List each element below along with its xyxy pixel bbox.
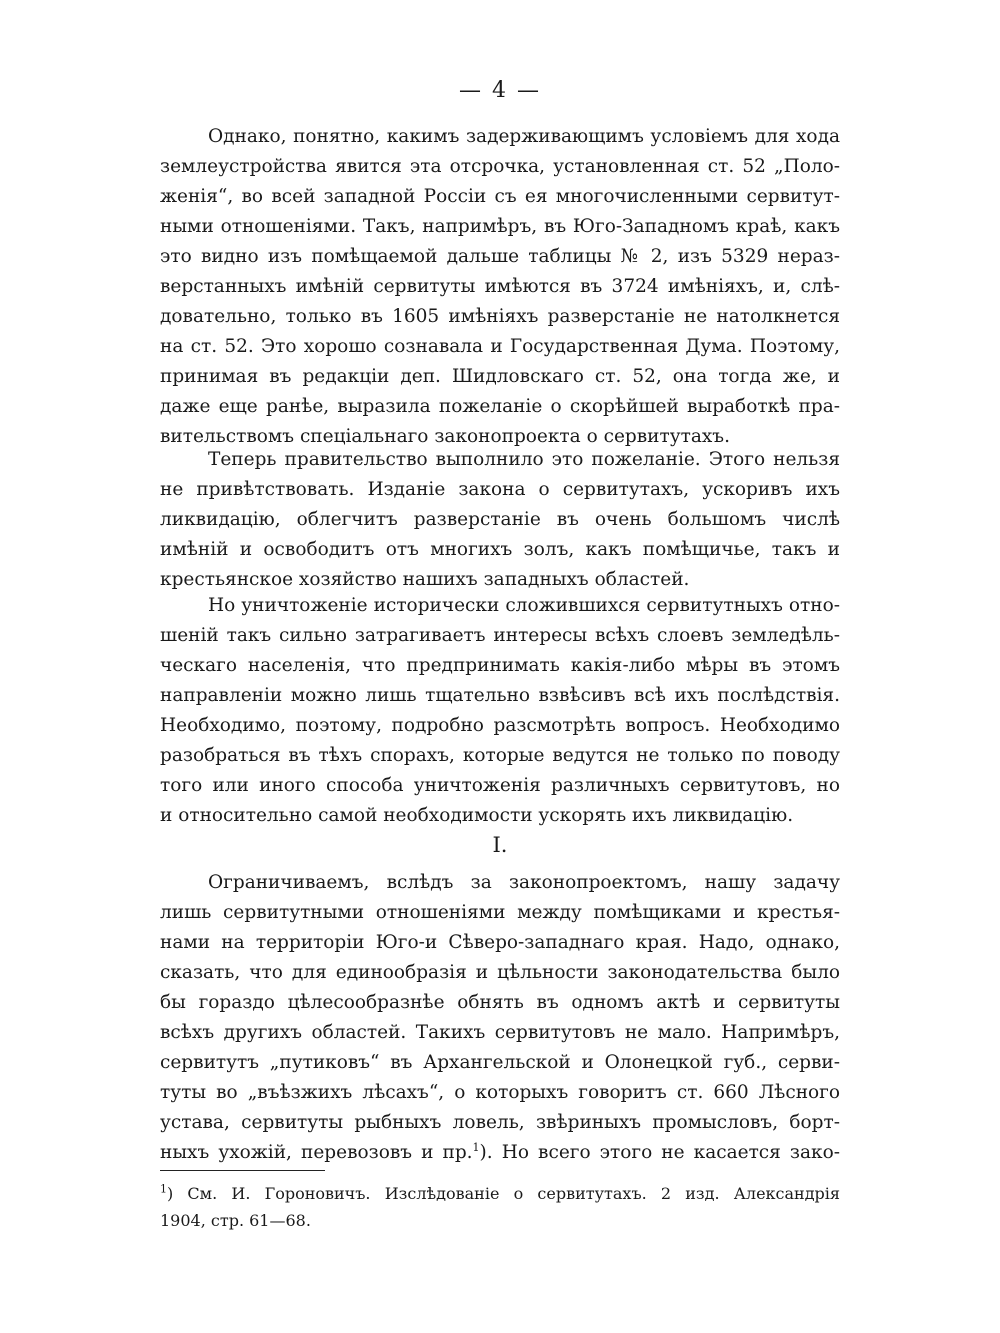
footnote-divider (160, 1170, 325, 1171)
paragraph-3 (160, 591, 840, 831)
text-line: Ограничиваемъ, вслѣдъ за законопроектомъ, нашу задачу (208, 872, 840, 893)
footnote (160, 1180, 840, 1234)
text-segment: ныхъ ухожій, перевозовъ и пр. (160, 1142, 473, 1163)
text-line: крестьянское хозяйство нашихъ западныхъ областей. (160, 569, 690, 590)
text-line: вительствомъ спеціальнаго законопроекта о сервитутахъ. (160, 426, 730, 447)
footnote-reference: 1 (472, 1140, 480, 1154)
text-line: устава, сервитуты рыбныхъ ловель, звѣриныхъ промысловъ, борт- (160, 1112, 840, 1133)
footnote-text: ) См. И. Гороновичъ. Изслѣдованіе о сервитутахъ. 2 изд. Александрія (167, 1184, 840, 1203)
text-line: всѣхъ другихъ областей. Такихъ сервитутовъ не мало. Напримѣръ, (160, 1022, 840, 1043)
text-line: землеустройства явится эта отсрочка, установленная ст. 52 „Поло- (160, 156, 840, 177)
text-line: имѣній и освободитъ отъ многихъ золъ, какъ помѣщичье, такъ и (160, 539, 840, 560)
text-line: того или иного способа уничтоженія различныхъ сервитутовъ, но (160, 775, 840, 796)
text-line: верстанныхъ имѣній сервитуты имѣются въ 3724 имѣніяхъ, и, слѣ- (160, 276, 840, 297)
text-line: шеній такъ сильно затрагиваетъ интересы всѣхъ слоевъ земледѣль- (160, 625, 840, 646)
text-line: бы гораздо цѣлесообразнѣе обнять въ одномъ актѣ и сервитуты (160, 992, 840, 1013)
text-line: Необходимо, поэтому, подробно разсмотрѣть вопросъ. Необходимо (160, 715, 840, 736)
text-line: женія“, во всей западной Россіи съ ея многочисленными сервитут- (160, 186, 840, 207)
text-line: довательно, только въ 1605 имѣніяхъ разверстаніе не натолкнется (160, 306, 840, 327)
text-line: разобраться въ тѣхъ спорахъ, которые ведутся не только по поводу (160, 745, 840, 766)
text-line: сказать, что для единообразія и цѣльности законодательства было (160, 962, 840, 983)
text-line: это видно изъ помѣщаемой дальше таблицы № 2, изъ 5329 нераз- (160, 246, 840, 267)
text-line: Теперь правительство выполнило это пожеланіе. Этого нельзя (208, 449, 840, 470)
footnote-line: 1904, стр. 61—68. (160, 1211, 311, 1230)
page-number: — 4 — (459, 78, 541, 103)
text-line: нами на территоріи Юго-и Сѣверо-западнаго края. Надо, однако, (160, 932, 840, 953)
text-line: Но уничтоженіе исторически сложившихся сервитутныхъ отно- (208, 595, 840, 616)
text-line: принимая въ редакціи деп. Шидловскаго ст. 52, она тогда же, и (160, 366, 840, 387)
text-line: ческаго населенія, что предпринимать какія-либо мѣры въ этомъ (160, 655, 840, 676)
text-line: ными отношеніями. Такъ, напримѣръ, въ Юго-Западномъ краѣ, какъ (160, 216, 840, 237)
text-line: ликвидацію, облегчитъ разверстаніе въ очень большомъ числѣ (160, 509, 840, 530)
text-line: Однако, понятно, какимъ задерживающимъ условіемъ для хода (208, 126, 840, 147)
text-line: направленіи можно лишь тщательно взвѣсивъ всѣ ихъ послѣдствія. (160, 685, 840, 706)
text-line: на ст. 52. Это хорошо сознавала и Государственная Дума. Поэтому, (160, 336, 840, 357)
section-heading: I. (492, 833, 508, 857)
text-line: и относительно самой необходимости ускорять ихъ ликвидацію. (160, 805, 794, 826)
text-line: туты во „въѣзжихъ лѣсахъ“, о которыхъ говоритъ ст. 660 Лѣсного (160, 1082, 840, 1103)
section-paragraph (160, 868, 840, 1168)
text-line: сервитутъ „путиковъ“ въ Архангельской и Олонецкой губ., серви- (160, 1052, 840, 1073)
footnote-marker: 1 (160, 1182, 167, 1196)
text-line: лишь сервитутными отношеніями между помѣщиками и крестья- (160, 902, 840, 923)
text-line: не привѣтствовать. Изданіе закона о сервитутахъ, ускоривъ ихъ (160, 479, 840, 500)
paragraph-1 (160, 122, 840, 452)
footnote-line (160, 1180, 840, 1207)
text-line: даже еще ранѣе, выразила пожеланіе о скорѣйшей выработкѣ пра- (160, 396, 840, 417)
text-segment: ). Но всего этого не касается зако- (479, 1142, 840, 1163)
text-line-with-note (160, 1138, 840, 1168)
paragraph-2 (160, 445, 840, 595)
